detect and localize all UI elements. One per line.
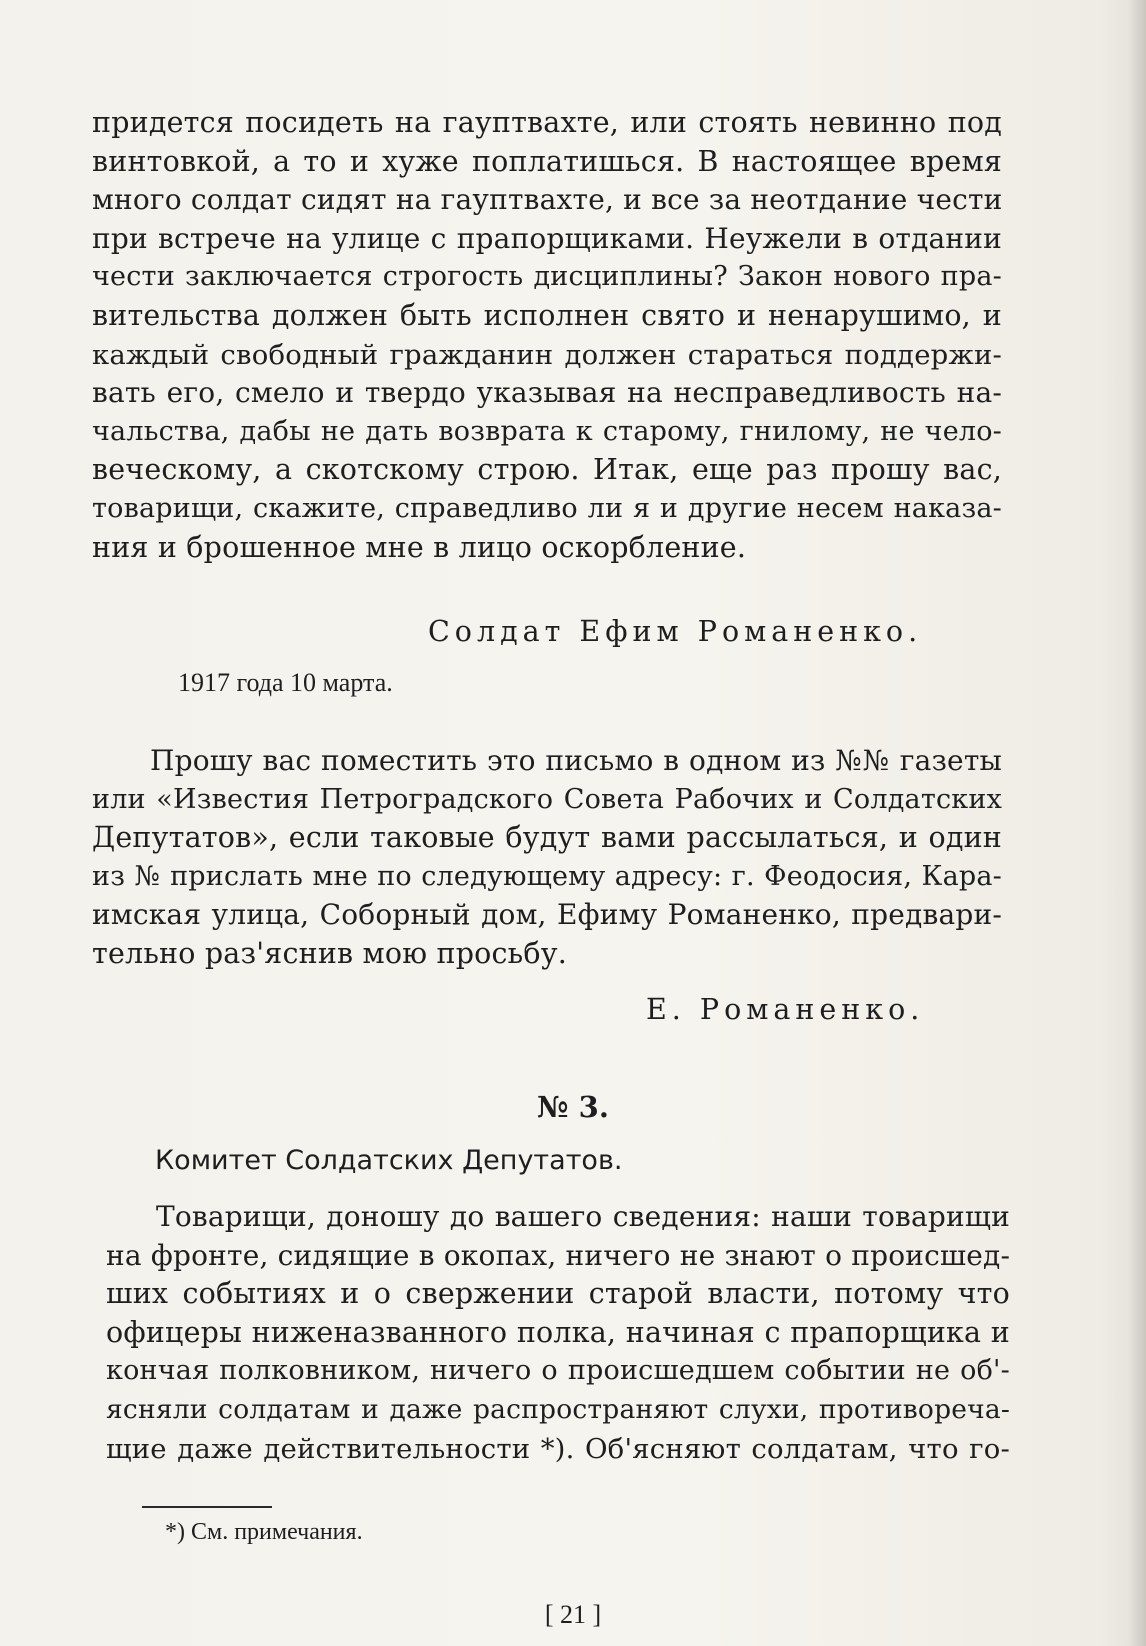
text-line: ясняли солдатам и даже распространяют слухи, противореча-: [106, 1393, 1010, 1425]
text-line: кончая полковником, ничего о происшедшем событии не об'-: [106, 1355, 1010, 1387]
text-line: много солдат сидят на гауптвахте, и все за неотдание чести: [92, 183, 1003, 217]
text-line: Товарищи, доношу до вашего сведения: наши товарищи: [156, 1200, 1010, 1233]
text-line: щие даже действительности *). Об'ясняют солдатам, что го-: [106, 1432, 1010, 1465]
text-line: на фронте, сидящие в окопах, ничего не знают о происшед-: [106, 1238, 1011, 1272]
text-line: придется посидеть на гауптвахте, или стоять невинно под: [92, 106, 1002, 139]
text-line: тельно раз'яснив мою просьбу.: [92, 936, 567, 970]
text-line: или «Известия Петроградского Совета Рабочих и Солдатских: [92, 783, 1002, 815]
text-line: товарищи, скажите, справедливо ли я и другие несем наказа-: [92, 492, 1002, 524]
page-edge-shadow: [1128, 0, 1146, 1646]
text-line: винтовкой, а то и хуже поплатишься. В настоящее время: [92, 144, 1002, 178]
text-line: ших событиях и о свержении старой власти, потому что: [106, 1277, 1010, 1311]
footnote-divider: [142, 1506, 272, 1508]
letter-date: 1917 года 10 марта.: [178, 668, 393, 697]
text-line: офицеры ниженазванного полка, начиная с прапорщика и: [106, 1315, 1010, 1349]
addressee-line: Комитет Солдатских Депутатов.: [155, 1145, 623, 1176]
signature-soldier: Солдат Ефим Романенко.: [428, 615, 923, 648]
text-line: вительства должен быть исполнен свято и ненарушимо, и: [92, 298, 1002, 332]
text-line: имская улица, Соборный дом, Ефиму Романенко, предвари-: [92, 898, 1002, 932]
text-line: Прошу вас поместить это письмо в одном из №№ газеты: [150, 744, 1002, 777]
page-number: [ 21 ]: [544, 1600, 602, 1629]
footnote: *) См. примечания.: [165, 1519, 363, 1545]
text-line: из № прислать мне по следующему адресу: г. Феодосия, Кара-: [92, 860, 1002, 892]
text-line: ния и брошенное мне в лицо оскорбление.: [92, 530, 747, 564]
text-line: каждый свободный гражданин должен стараться поддержи-: [92, 338, 1002, 371]
text-line: Депутатов», если таковые будут вами рассылаться, и один: [92, 821, 1002, 855]
section-heading: № 3.: [537, 1090, 609, 1124]
text-line: чести заключается строгость дисциплины? Закон нового пра-: [92, 261, 1002, 293]
text-line: при встрече на улице с прапорщиками. Неужели в отдании: [92, 221, 1002, 255]
letter-text: [92, 104, 1002, 567]
signature-initials: Е. Романенко.: [646, 993, 925, 1026]
text-line: веческому, а скотскому строю. Итак, еще раз прошу вас,: [92, 453, 1002, 487]
report-text: [106, 1198, 1010, 1468]
postscript-text: [92, 742, 1002, 974]
text-line: чальства, дабы не дать возврата к старому, гнилому, не чело-: [92, 415, 1002, 447]
text-line: вать его, смело и твердо указывая на несправедливость на-: [92, 376, 1002, 410]
